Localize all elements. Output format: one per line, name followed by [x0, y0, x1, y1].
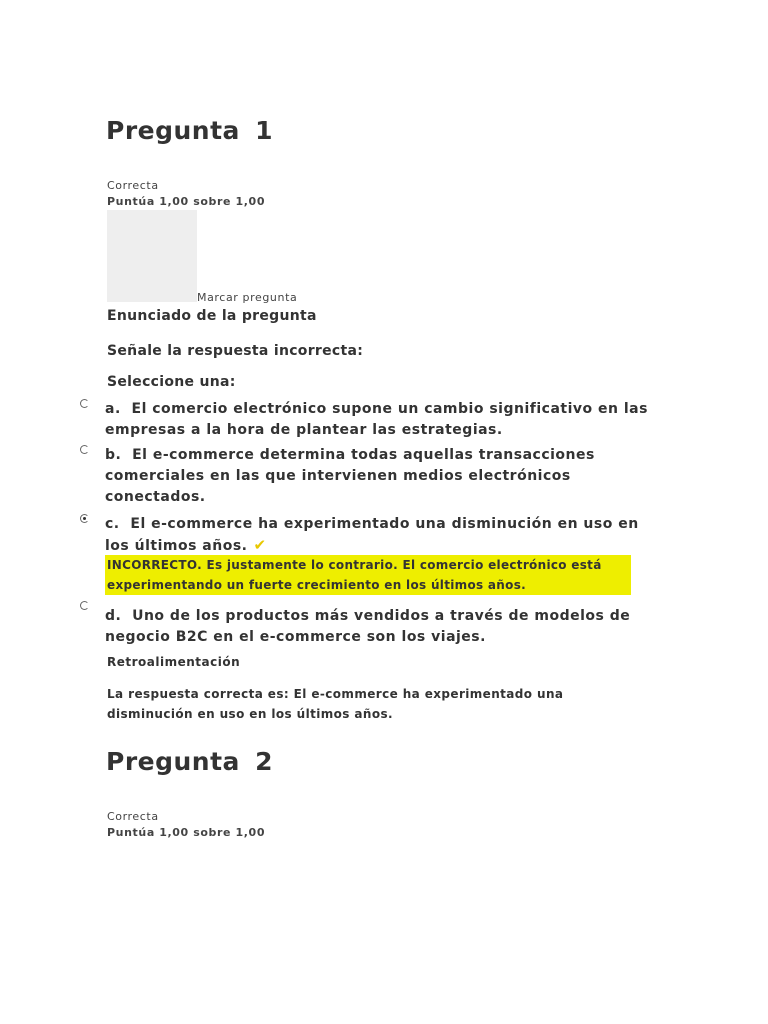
question-prompt: Señale la respuesta incorrecta:: [107, 343, 364, 359]
option-c[interactable]: [105, 514, 665, 557]
question-state: Correcta: [107, 179, 159, 192]
right-answer: La respuesta correcta es: El e-commerce ha experimentado una disminución en uso en los últimos años.: [107, 687, 564, 721]
option-letter: a.: [105, 401, 121, 417]
question-1-info: [107, 178, 265, 210]
option-text: El e-commerce determina todas aquellas transacciones comerciales en las que intervienen medios electrónicos conectados.: [105, 447, 595, 505]
option-feedback: INCORRECTO. Es justamente lo contrario. El comercio electrónico está experimentando un fuerte crecimiento en los últimos años.: [105, 555, 631, 595]
option-b-radio[interactable]: [80, 445, 89, 454]
option-b[interactable]: [105, 445, 665, 508]
feedback-heading: Retroalimentación: [107, 655, 241, 669]
question-text-heading: Enunciado de la pregunta: [107, 308, 317, 324]
flag-question-link[interactable]: Marcar pregunta: [197, 291, 298, 304]
option-c-radio[interactable]: [80, 514, 89, 523]
question-2-title: Pregunta 2: [106, 747, 274, 776]
option-a-radio[interactable]: [80, 399, 89, 408]
question-2-info: [107, 809, 265, 841]
option-letter: c.: [105, 516, 120, 532]
option-a[interactable]: [105, 399, 665, 441]
option-text: El comercio electrónico supone un cambio significativo en las empresas a la hora de plantear las estrategias.: [105, 401, 648, 438]
question-1-title: Pregunta 1: [106, 116, 274, 145]
option-letter: b.: [105, 447, 122, 463]
question-grade: Puntúa 1,00 sobre 1,00: [107, 826, 266, 839]
question-grade: Puntúa 1,00 sobre 1,00: [107, 195, 266, 208]
option-letter: d.: [105, 608, 122, 624]
option-d-radio[interactable]: [80, 601, 89, 610]
option-d[interactable]: [105, 606, 665, 648]
option-text: El e-commerce ha experimentado una disminución en uso en los últimos años.: [105, 516, 639, 554]
select-one-label: Seleccione una:: [107, 374, 236, 390]
question-state: Correcta: [107, 810, 159, 823]
check-icon: ✔: [253, 536, 267, 554]
option-text: Uno de los productos más vendidos a través de modelos de negocio B2C en el e-commerce son los viajes.: [105, 608, 631, 645]
flag-icon[interactable]: [107, 210, 197, 302]
